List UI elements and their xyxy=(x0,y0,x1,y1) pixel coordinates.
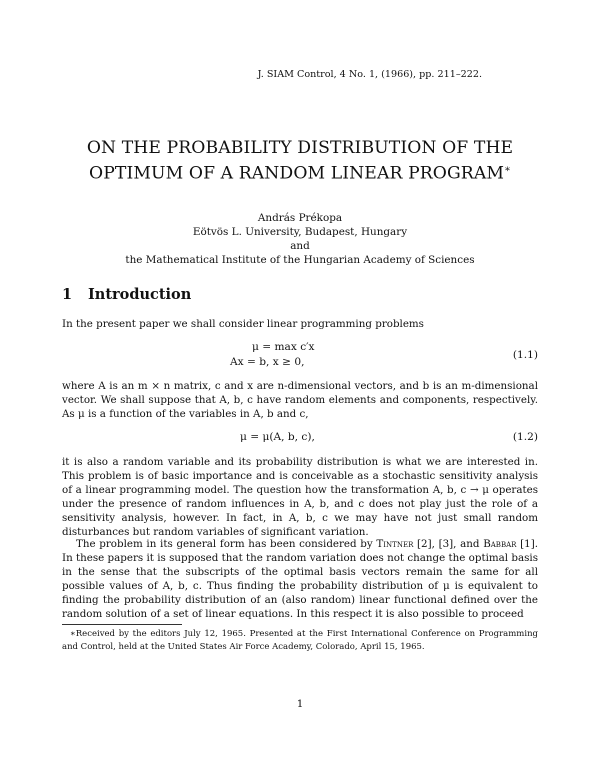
equation-1-1-number: (1.1) xyxy=(512,349,538,361)
paragraph-4-text xyxy=(62,537,538,622)
footnote-divider xyxy=(62,624,182,625)
title-line-2 xyxy=(60,159,540,185)
title-line-2-text: OPTIMUM OF A RANDOM LINEAR PROGRAM xyxy=(89,163,505,184)
citation-babbar: Babbar xyxy=(483,538,517,550)
section-title: Introduction xyxy=(88,286,192,303)
equation-1-1-line-1: μ = max c′x xyxy=(252,341,315,353)
title-footnote-mark: ∗ xyxy=(504,164,511,175)
paragraph-3-text: it is also a random variable and its probability distribution is what we are interested in. This problem is of basic importance and is conceivable as a stochastic sensitivity analysis of a linear programming model. The question how the transformation A, b, c → μ operates under the presence of random influences in A, b, and c does not play just the role of a sensitivity analysis, however. In fact, in A, b, c we may have not just small random disturbances but random variables of significant variation. xyxy=(62,456,538,539)
section-heading xyxy=(62,286,191,303)
paragraph-4-part-a: The problem in its general form has been considered by xyxy=(76,538,377,550)
paragraph-1 xyxy=(62,317,538,331)
footnote xyxy=(62,628,538,653)
page-number: 1 xyxy=(296,698,304,710)
paragraph-4-part-b: [2], [3], and xyxy=(413,538,484,550)
paragraph-2 xyxy=(62,379,538,421)
equation-1-1 xyxy=(62,340,538,370)
author-affiliation-2: the Mathematical Institute of the Hungarian Academy of Sciences xyxy=(125,254,475,266)
citation-tintner: Tintner xyxy=(376,538,414,550)
author-name: András Prékopa xyxy=(257,212,343,224)
footnote-text: ∗Received by the editors July 12, 1965. Presented at the First International Conference on Programming and Control, held at the United States Air Force Academy, Colorado, April 15, 1965. xyxy=(62,629,538,652)
paragraph-2-text: where A is an m × n matrix, c and x are n-dimensional vectors, and b is an m-dimensional vector. We shall suppose that A, b, c have random elements and components, respectively. As μ is a function of the variables in A, b and c, xyxy=(62,380,538,421)
equation-1-1-line-2: Ax = b, x ≥ 0, xyxy=(230,356,305,368)
journal-citation: J. SIAM Control, 4 No. 1, (1966), pp. 211–222. xyxy=(257,69,482,80)
equation-1-2-number: (1.2) xyxy=(512,431,538,443)
equation-1-2-body: μ = μ(A, b, c), xyxy=(240,431,315,443)
paper-title xyxy=(60,137,540,185)
equation-1-2 xyxy=(62,430,538,446)
section-number: 1 xyxy=(62,286,73,303)
author-and: and xyxy=(290,240,310,252)
paragraph-4-part-c: [1]. In these papers it is supposed that the random variation does not change the optimal basis in the sense that the subscripts of the optimal basis vectors remain the same for all possible values of A, b, c. Thus finding the probability distribution of μ is equivalent to finding the probability distribution of an (also random) linear functional defined over the random solution of a set of linear equations. In this respect it is also possible to proceed xyxy=(62,538,538,621)
paragraph-3 xyxy=(62,455,538,540)
paragraph-4 xyxy=(62,537,538,622)
author-affiliation-1: Eötvös L. University, Budapest, Hungary xyxy=(192,226,408,238)
title-line-1: ON THE PROBABILITY DISTRIBUTION OF THE xyxy=(86,138,514,158)
author-block xyxy=(60,211,540,267)
paragraph-1-text: In the present paper we shall consider linear programming problems xyxy=(62,318,424,330)
